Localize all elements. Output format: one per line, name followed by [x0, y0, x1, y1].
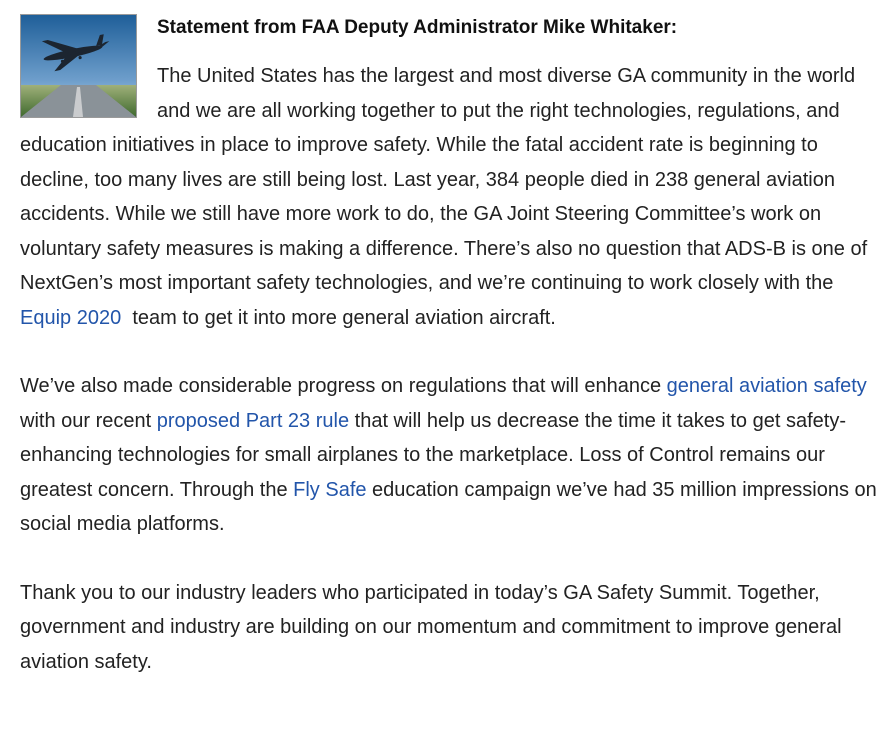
paragraph-1-text-b: team to get it into more general aviation aircraft. — [121, 306, 556, 329]
paragraph-2 — [20, 369, 878, 542]
paragraph-2-text-c: that will help us decrease the time it takes to get safety-enhancing technologies for small airplanes to the marketplace. Loss of Control remains our greatest concern. Through the — [20, 409, 846, 501]
proposed-part-23-rule-link[interactable]: proposed Part 23 rule — [156, 409, 350, 432]
paragraph-2-text-a: We’ve also made considerable progress on regulations that will enhance — [20, 375, 667, 397]
paragraph-2-text-b: with our recent — [20, 409, 157, 432]
general-aviation-safety-link[interactable]: general aviation safety — [666, 375, 867, 397]
paragraph-1-text-a: The United States has the largest and most diverse GA community in the world and we are all working together to put the right technologies, regulations, and education initiatives in place to improve safety. While the fatal accident rate is beginning to decline, too many lives are still being lost. Last year, 384 people died in 238 general aviation accidents. While we still have more work to do, the GA Joint Steering Committee’s work on voluntary safety measures is making a difference. There’s also no question that ADS-B is one of NextGen’s most important safety technologies, and we’re continuing to work closely with the — [20, 65, 868, 294]
fly-safe-link[interactable]: Fly Safe — [293, 478, 367, 501]
statement-title: Statement from FAA Deputy Administrator Mike Whitaker: — [157, 17, 678, 38]
statement-article — [20, 14, 878, 679]
paragraph-1 — [20, 59, 878, 335]
paragraph-3: Thank you to our industry leaders who participated in today’s GA Safety Summit. Together, government and industry are building on our momentum and commitment to improve general aviation safety. — [20, 581, 842, 673]
airplane-takeoff-image — [21, 15, 136, 117]
paragraph-2-text-d: education campaign we’ve had 35 million impressions on social media platforms. — [20, 478, 877, 535]
equip-2020-link[interactable]: Equip 2020 — [20, 306, 122, 329]
airplane-thumbnail — [20, 14, 137, 118]
